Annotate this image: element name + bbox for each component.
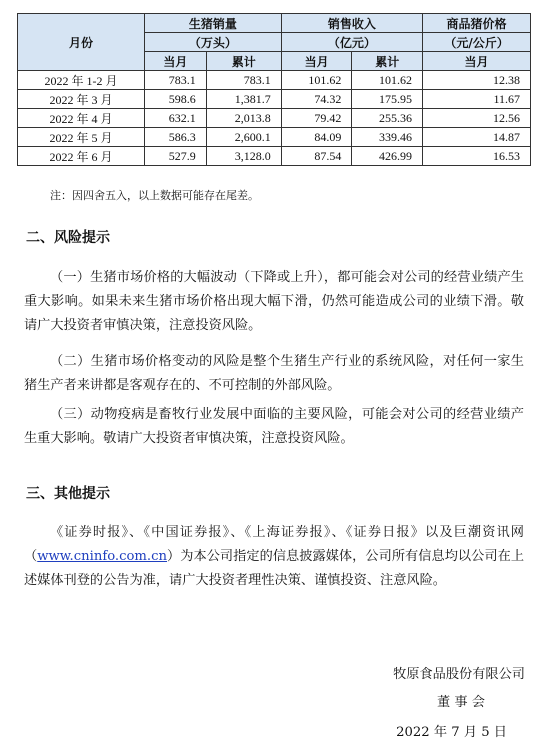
header-revenue-cumulative: 累计: [352, 52, 423, 71]
header-revenue-current: 当月: [281, 52, 352, 71]
cell-month: 2022 年 6 月: [18, 147, 145, 166]
header-price-group: 商品猪价格: [423, 14, 531, 33]
section-heading-other: 三、其他提示: [26, 486, 110, 502]
section-heading-risk: 二、风险提示: [26, 230, 110, 246]
table-row: [18, 147, 531, 166]
header-sales-current: 当月: [145, 52, 207, 71]
cell-revenue-cumulative: 255.36: [352, 109, 423, 128]
table-row: [18, 71, 531, 90]
cell-revenue: 74.32: [281, 90, 352, 109]
risk-paragraph-1: （一）生猪市场价格的大幅波动（下降或上升），都可能会对公司的经营业绩产生重大影响。如果未来生猪市场价格出现大幅下滑，仍然可能造成公司的业绩下滑。敬请广大投资者审慎决策，注意投资风险。: [24, 270, 524, 333]
cell-month: 2022 年 1-2 月: [18, 71, 145, 90]
cell-price: 12.56: [423, 109, 531, 128]
header-sales-group: 生猪销量: [145, 14, 282, 33]
signature-company: 牧原食品股份有限公司: [393, 667, 525, 682]
table-row: [18, 90, 531, 109]
cell-revenue-cumulative: 175.95: [352, 90, 423, 109]
cell-sales: 632.1: [145, 109, 207, 128]
cell-sales-cumulative: 1,381.7: [206, 90, 281, 109]
risk-paragraph-3: （三）动物疫病是畜牧行业发展中面临的主要风险，可能会对公司的经营业绩产生重大影响。敬请广大投资者审慎决策，注意投资风险。: [24, 407, 524, 446]
cell-revenue: 84.09: [281, 128, 352, 147]
cell-revenue: 79.42: [281, 109, 352, 128]
cell-revenue-cumulative: 339.46: [352, 128, 423, 147]
cell-sales: 586.3: [145, 128, 207, 147]
header-sales-cumulative: 累计: [206, 52, 281, 71]
cell-month: 2022 年 4 月: [18, 109, 145, 128]
other-text-after: ）为本公司指定的信息披露媒体，公司所有信息均以公司在上述媒体刊登的公告为准，请广大投资者理性决策、谨慎投资、注意风险。: [24, 549, 525, 588]
cell-price: 14.87: [423, 128, 531, 147]
header-sales-unit: （万头）: [145, 33, 282, 52]
cell-month: 2022 年 5 月: [18, 128, 145, 147]
table-note: 注：因四舍五入，以上数据可能存在尾差。: [50, 189, 259, 202]
table-row: [18, 128, 531, 147]
cell-price: 16.53: [423, 147, 531, 166]
cell-revenue: 87.54: [281, 147, 352, 166]
cell-sales: 783.1: [145, 71, 207, 90]
sales-data-table: [17, 13, 531, 166]
cell-sales-cumulative: 783.1: [206, 71, 281, 90]
cell-month: 2022 年 3 月: [18, 90, 145, 109]
cell-sales-cumulative: 2,600.1: [206, 128, 281, 147]
cell-sales: 527.9: [145, 147, 207, 166]
cell-price: 11.67: [423, 90, 531, 109]
cell-price: 12.38: [423, 71, 531, 90]
cell-sales: 598.6: [145, 90, 207, 109]
cell-revenue-cumulative: 426.99: [352, 147, 423, 166]
header-revenue-group: 销售收入: [281, 14, 422, 33]
cell-sales-cumulative: 3,128.0: [206, 147, 281, 166]
header-price-unit: （元/公斤）: [423, 33, 531, 52]
cell-revenue: 101.62: [281, 71, 352, 90]
header-price-current: 当月: [423, 52, 531, 71]
signature-board: 董 事 会: [437, 695, 485, 710]
header-month: 月份: [18, 14, 145, 71]
cell-sales-cumulative: 2,013.8: [206, 109, 281, 128]
other-text-before: 《证券时报》、《中国证券报》、《上海证券报》、《证券日报》以及巨潮资讯网（: [24, 525, 524, 564]
other-paragraph: [24, 521, 524, 593]
table-row: [18, 109, 531, 128]
cninfo-link[interactable]: www.cninfo.com.cn: [37, 549, 167, 564]
header-revenue-unit: （亿元）: [281, 33, 422, 52]
risk-paragraph-2: （二）生猪市场价格变动的风险是整个生猪生产行业的系统风险，对任何一家生猪生产者来讲都是客观存在的、不可控制的外部风险。: [24, 354, 524, 393]
cell-revenue-cumulative: 101.62: [352, 71, 423, 90]
signature-date: 2022 年 7 月 5 日: [396, 725, 507, 740]
